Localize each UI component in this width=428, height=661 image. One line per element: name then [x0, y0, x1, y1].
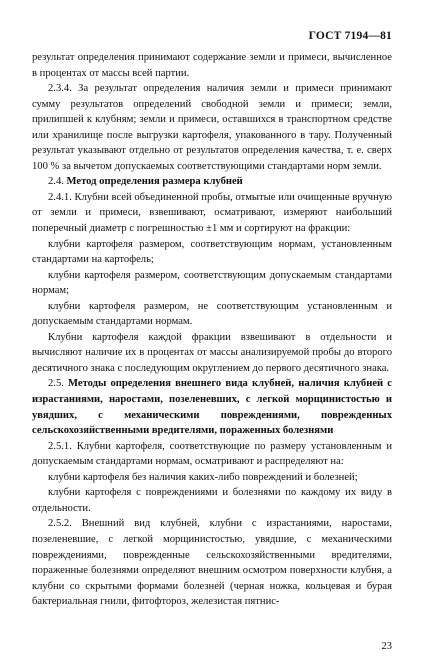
standard-header: ГОСТ 7194—81 — [308, 30, 392, 42]
section-heading-2-4 — [32, 174, 392, 190]
list-item: клубни картофеля с повреждениями и болезнями по каждому их виду в отдельности. — [32, 487, 392, 514]
section-title: Метод определения размера клубней — [66, 176, 243, 188]
section-title: Методы определения внешнего вида клубней, наличия клубней с израстаниями, наростами, позеленевших, с легкой морщинистостью и увядших, с механическими повреждениями, поврежденных сельскохозяйственными вредителями, пораженных болезнями — [32, 378, 392, 437]
section-heading-2-5 — [32, 376, 392, 438]
paragraph: 2.5.1. Клубни картофеля, соответствующие по размеру установленным и допускаемым стандартами нормам, осматривают и распределяют на: — [32, 440, 392, 468]
list-item: клубни картофеля размером, соответствующим допускаемым стандартами нормам; — [32, 269, 392, 297]
paragraph: 2.3.4. За результат определения наличия земли и примеси принимают сумму результатов определений свободной земли и примеси; земли, прилипшей к клубням; земли и примеси, оставшихся в транспортном средстве или хранилище после выгрузки картофеля, упакованного в тару. Полученный результат указывают отдельно от результатов определения качества, т. е. сверх 100 % за вычетом допускаемых соответствующими стандартами норм земли. — [32, 83, 392, 172]
page-body — [32, 50, 392, 610]
paragraph: 2.4.1. Клубни всей объединенной пробы, отмытые или очищенные вручную от земли и примеси, взвешивают, осматривают, измеряют наибольший поперечный диаметр с погрешностью ±1 мм и сортируют на фракции: — [32, 191, 392, 235]
list-item: клубни картофеля размером, соответствующим нормам, установленным стандартами на картофель; — [32, 238, 392, 266]
paragraph: результат определения принимают содержание земли и примеси, вычисленное в процентах от массы всей партии. — [32, 52, 392, 79]
list-item: клубни картофеля без наличия каких-либо повреждений и болезней; — [48, 471, 358, 483]
section-number: 2.5. — [48, 378, 64, 390]
paragraph: 2.5.2. Внешний вид клубней, клубни с израстаниями, наростами, позеленевшие, с легкой морщинистостью, увядшие, с механическими повреждениями, поврежденные сельскохозяйственными вредителями, пораженные болезнями определяют внешним осмотром поверхности клубня, а клубни со скрытыми формами болезней (черная ножка, кольцевая и бурая бактериальная гнили, фитофтороз, железистая пятнис- — [32, 518, 392, 608]
page-number: 23 — [381, 641, 392, 652]
list-item: клубни картофеля размером, не соответствующим установленным и допускаемым стандартами нормам. — [32, 300, 392, 328]
paragraph: Клубни картофеля каждой фракции взвешивают в отдельности и вычисляют наличие их в процентах от массы анализируемой пробы до второго десятичного знака с последующим округлением до первого десятичного знака. — [32, 331, 392, 374]
section-number: 2.4. — [48, 176, 64, 188]
